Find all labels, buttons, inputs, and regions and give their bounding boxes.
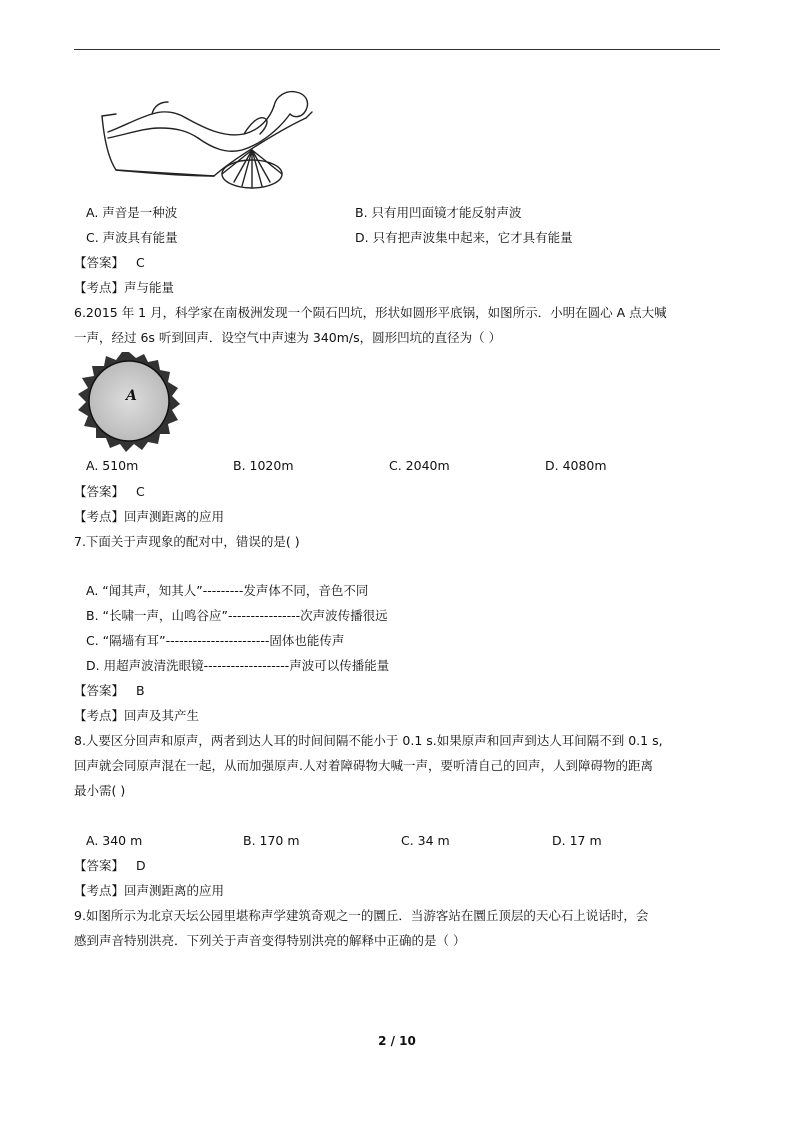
q8-line1: 8.人要区分回声和原声，两者到达人耳的时间间隔不能小于 0.1 s.如果原声和回声到达人耳间隔不到 0.1 s, (74, 733, 663, 748)
q6-option-b: B. 1020m (233, 458, 294, 473)
q6-answer (74, 483, 145, 501)
answer-value: D (136, 858, 146, 873)
q5-answer (74, 254, 145, 272)
q7-option-b: B. “长啸一声，山鸣谷应”----------------次声波传播很远 (86, 608, 388, 623)
q8-option-b: B. 170 m (243, 833, 300, 848)
q7-point (74, 707, 199, 725)
point-value: 回声测距离的应用 (124, 883, 225, 898)
q8-option-c: C. 34 m (401, 833, 450, 848)
q7-option-d: D. 用超声波清洗眼镜-------------------声波可以传播能量 (86, 658, 390, 673)
q7-option-c: C. “隔墙有耳”-----------------------固体也能传声 (86, 633, 345, 648)
answer-value: C (136, 255, 145, 270)
q5-option-c: C. 声波具有能量 (86, 230, 178, 245)
q6-option-a: A. 510m (86, 458, 139, 473)
answer-value: B (136, 683, 145, 698)
answer-label: 【答案】 (74, 858, 125, 873)
q7-option-a: A. “闻其声，知其人”---------发声体不同，音色不同 (86, 583, 369, 598)
q8-line3: 最小需( ) (74, 783, 126, 798)
q5-option-a: A. 声音是一种波 (86, 205, 178, 220)
crater-figure (76, 350, 182, 454)
q5-option-b: B. 只有用凹面镜才能反射声波 (355, 205, 522, 220)
q8-option-d: D. 17 m (552, 833, 602, 848)
answer-label: 【答案】 (74, 484, 125, 499)
q9-line2: 感到声音特别洪亮．下列关于声音变得特别洪亮的解释中正确的是（ ） (74, 933, 466, 948)
point-label: 【考点】 (74, 280, 125, 295)
answer-label: 【答案】 (74, 683, 125, 698)
q7-line1: 7.下面关于声现象的配对中，错误的是( ) (74, 534, 300, 549)
page-number: 2 / 10 (378, 1034, 416, 1048)
q8-point (74, 882, 224, 900)
q6-line1: 6.2015 年 1 月，科学家在南极洲发现一个陨石凹坑，形状如圆形平底锅，如图所示．小明在圆心 A 点大喊 (74, 305, 667, 320)
point-label: 【考点】 (74, 708, 125, 723)
q5-point (74, 279, 174, 297)
q8-line2: 回声就会同原声混在一起，从而加强原声.人对着障碍物大喊一声，要听清自己的回声，人到障碍物的距离 (74, 758, 653, 773)
point-value: 回声及其产生 (124, 708, 200, 723)
q7-answer (74, 682, 145, 700)
crater-center-label: A (126, 388, 137, 404)
q9-line1: 9.如图所示为北京天坛公园里堪称声学建筑奇观之一的圜丘．当游客站在圜丘顶层的天心石上说话时，会 (74, 908, 649, 923)
point-label: 【考点】 (74, 509, 125, 524)
answer-value: C (136, 484, 145, 499)
q8-option-a: A. 340 m (86, 833, 143, 848)
point-label: 【考点】 (74, 883, 125, 898)
q6-line2: 一声，经过 6s 听到回声．设空气中声速为 340m/s，圆形凹坑的直径为（ ） (74, 330, 502, 345)
q6-option-c: C. 2040m (389, 458, 450, 473)
point-value: 回声测距离的应用 (124, 509, 225, 524)
bathtub-figure (94, 88, 326, 194)
point-value: 声与能量 (124, 280, 175, 295)
header-rule (74, 49, 720, 50)
q8-answer (74, 857, 146, 875)
q6-option-d: D. 4080m (545, 458, 607, 473)
q5-option-d: D. 只有把声波集中起来，它才具有能量 (355, 230, 573, 245)
q6-point (74, 508, 224, 526)
answer-label: 【答案】 (74, 255, 125, 270)
